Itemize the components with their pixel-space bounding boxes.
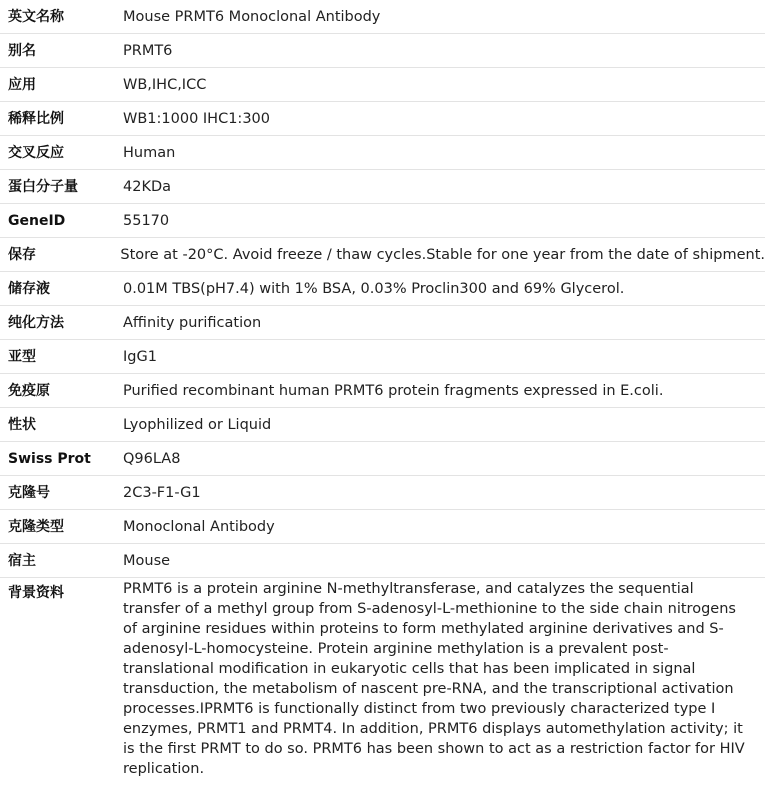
spec-row-dilution xyxy=(0,102,765,136)
spec-key: 稀释比例 xyxy=(8,111,64,127)
spec-row-swiss-prot xyxy=(0,442,765,476)
spec-key: 宿主 xyxy=(8,553,36,569)
spec-key: GeneID xyxy=(8,213,66,229)
spec-key: Swiss Prot xyxy=(8,451,91,467)
spec-row-clonality xyxy=(0,510,765,544)
spec-key: 别名 xyxy=(8,43,36,59)
spec-key: 免疫原 xyxy=(8,383,50,399)
spec-row-background xyxy=(0,578,765,779)
spec-value: Human xyxy=(123,145,176,161)
spec-key: 纯化方法 xyxy=(8,315,64,331)
spec-key: 英文名称 xyxy=(8,9,64,25)
spec-row-cross-reactivity xyxy=(0,136,765,170)
spec-row-isotype xyxy=(0,340,765,374)
spec-row-host xyxy=(0,544,765,578)
spec-row-storage xyxy=(0,238,765,272)
spec-key: 亚型 xyxy=(8,349,36,365)
spec-key: 背景资料 xyxy=(8,585,64,601)
spec-value: 2C3-F1-G1 xyxy=(123,485,201,501)
spec-row-purification xyxy=(0,306,765,340)
spec-value: Purified recombinant human PRMT6 protein fragments expressed in E.coli. xyxy=(123,383,664,399)
spec-value: Mouse PRMT6 Monoclonal Antibody xyxy=(123,9,381,25)
spec-key: 储存液 xyxy=(8,281,50,297)
spec-value: 0.01M TBS(pH7.4) with 1% BSA, 0.03% Proclin300 and 69% Glycerol. xyxy=(123,281,625,297)
spec-key: 克隆类型 xyxy=(8,519,64,535)
spec-value: 55170 xyxy=(123,213,170,229)
spec-value: Mouse xyxy=(123,553,171,569)
spec-key: 交叉反应 xyxy=(8,145,64,161)
spec-value: Monoclonal Antibody xyxy=(123,519,275,535)
spec-value: 42KDa xyxy=(123,179,172,195)
spec-value: Affinity purification xyxy=(123,315,262,331)
spec-value: WB,IHC,ICC xyxy=(123,77,207,93)
spec-key: 保存 xyxy=(8,247,36,263)
spec-key: 性状 xyxy=(8,417,36,433)
spec-value: Lyophilized or Liquid xyxy=(123,417,272,433)
spec-value: Store at -20°C. Avoid freeze / thaw cycles.Stable for one year from the date of shipment. xyxy=(120,247,765,263)
spec-value: WB1:1000 IHC1:300 xyxy=(123,111,270,127)
spec-row-application xyxy=(0,68,765,102)
spec-value: IgG1 xyxy=(123,349,157,365)
spec-row-immunogen xyxy=(0,374,765,408)
spec-key: 克隆号 xyxy=(8,485,50,501)
spec-value: Q96LA8 xyxy=(123,451,181,467)
spec-row-gene-id xyxy=(0,204,765,238)
spec-row-clone-number xyxy=(0,476,765,510)
spec-key: 应用 xyxy=(8,77,36,93)
background-description: PRMT6 is a protein arginine N-methyltransferase, and catalyzes the sequential transfer of a methyl group from S-adenosyl-L-methionine to the side chain nitrogens of arginine residues within proteins to form methylated arginine derivatives and S-adenosyl-L-homocysteine. Protein arginine methylation is a prevalent post-translational modification in eukaryotic cells that has been implicated in signal transduction, the metabolism of nascent pre-RNA, and the transcriptional activation processes.IPRMT6 is functionally distinct from two previously characterized type I enzymes, PRMT1 and PRMT4. In addition, PRMT6 displays automethylation activity; it is the first PRMT to do so. PRMT6 has been shown to act as a restriction factor for HIV replication. xyxy=(123,581,745,777)
spec-row-english-name xyxy=(0,0,765,34)
spec-row-storage-buffer xyxy=(0,272,765,306)
spec-row-alias xyxy=(0,34,765,68)
spec-row-form xyxy=(0,408,765,442)
spec-row-molecular-weight xyxy=(0,170,765,204)
spec-value: PRMT6 xyxy=(123,43,173,59)
spec-key: 蛋白分子量 xyxy=(8,179,78,195)
